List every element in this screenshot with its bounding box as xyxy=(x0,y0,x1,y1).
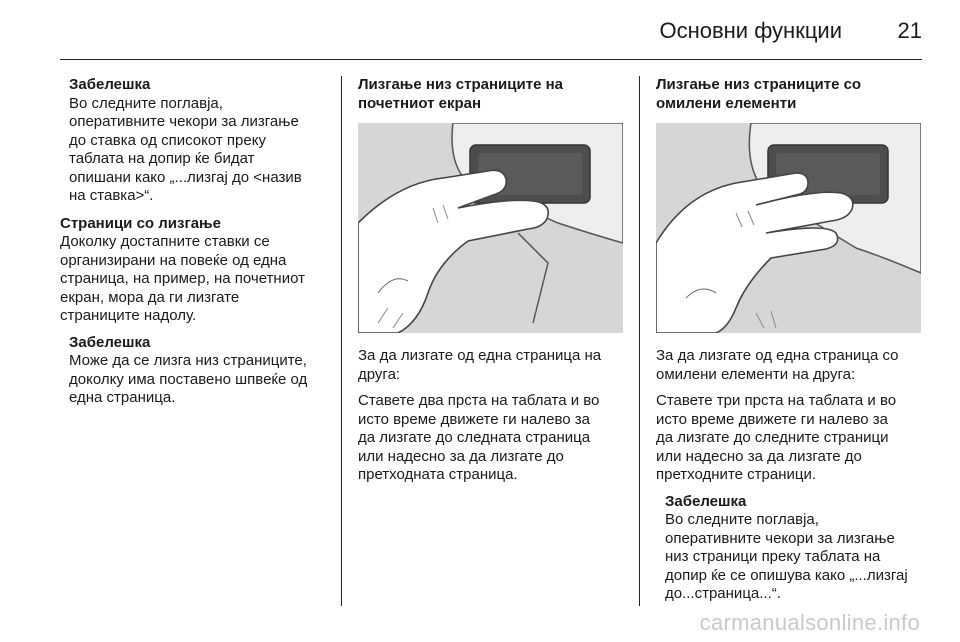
three-finger-swipe-illustration xyxy=(656,123,921,333)
note-block xyxy=(656,493,921,604)
note-text: Може да се лизга низ страниците, доколку има поставено шпвеќе од една страница. xyxy=(69,352,308,406)
section-title: Страници со лизгање xyxy=(60,214,221,232)
paragraph: Ставете три прста на таблата и во исто време движете ги налево за да лизгате до следните страници или надесно за да лизгате до претходните страници. xyxy=(656,392,897,483)
section-heading: Лизгање низ страниците со омилени елементи xyxy=(656,76,862,112)
note-block xyxy=(60,76,325,206)
paragraph: Ставете два прста на таблата и во исто време движете ги налево за да лизгате до следната страница или надесно за да лизгате до претходната страница. xyxy=(358,392,600,483)
note-text: Во следните поглавја, оперативните чекори за лизгање низ страници преку таблата на допир ќе се опишува како „...лизгај до...страница...“. xyxy=(665,511,908,602)
column-right xyxy=(656,76,921,613)
section-scroll-pages xyxy=(60,215,325,326)
column-divider-2 xyxy=(639,76,640,606)
paragraph: За да лизгате од една страница со омилени елементи на друга: xyxy=(656,347,899,383)
note-title: Забелешка xyxy=(69,76,151,93)
two-finger-swipe-illustration xyxy=(358,123,623,333)
paragraph: За да лизгате од една страница на друга: xyxy=(358,347,602,383)
column-middle xyxy=(358,76,623,493)
section-heading: Лизгање низ страниците на почетниот екран xyxy=(358,76,563,112)
page-header-title: Основни функции xyxy=(659,18,842,43)
column-divider-1 xyxy=(341,76,342,606)
header-rule xyxy=(60,59,922,60)
note-title: Забелешка xyxy=(665,492,747,510)
note-title: Забелешка xyxy=(69,333,151,351)
watermark: carmanualsonline.info xyxy=(699,610,920,635)
section-text: Доколку достапните ставки се организирани на повеќе од една страница, на пример, на почетниот екран, мора да ги лизгате страниците надолу. xyxy=(60,233,305,324)
column-left xyxy=(60,76,325,417)
note-block-2 xyxy=(60,334,325,408)
note-text: Во следните поглавја, оперативните чекори за лизгање до ставка од списокот преку таблата на допир ќе бидат опишани како „...лизгај до <назив на ставка>“. xyxy=(69,94,302,204)
page-number: 21 xyxy=(897,18,922,43)
